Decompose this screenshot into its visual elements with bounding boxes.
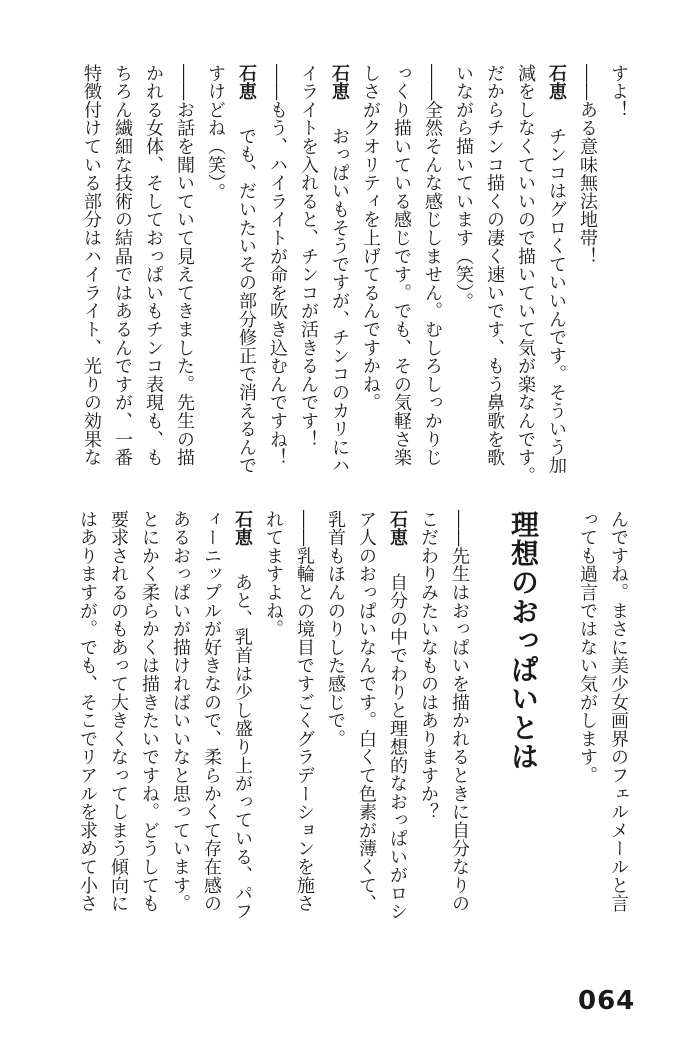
text-column	[289, 510, 320, 960]
column-text: あと、乳首は少し盛り上がっている、パフ	[232, 572, 253, 921]
column-text: ィーニップルが好きなので、柔らかくて存在感の	[201, 510, 222, 913]
column-text: しさがクオリティを上げてるんですかね。	[360, 64, 381, 412]
page-number: 064	[578, 986, 636, 1016]
text-column	[413, 510, 444, 960]
column-text: 乳首もほんのりした感じで。	[325, 510, 346, 748]
column-text: れてますよね。	[263, 510, 284, 639]
text-column	[448, 64, 479, 500]
text-column	[103, 510, 134, 960]
text-column	[200, 64, 231, 500]
text-block-top	[76, 64, 634, 500]
text-column	[541, 64, 572, 500]
text-column	[510, 64, 541, 500]
column-text: ――もう、ハイライトが命を吹き込むんですね！	[267, 64, 288, 467]
text-column	[355, 64, 386, 500]
text-column	[227, 510, 258, 960]
speaker-label: 石恵	[236, 64, 257, 101]
text-column	[262, 64, 293, 500]
column-text: ちろん繊細な技術の結晶ではあるんですが、一番	[112, 64, 133, 467]
column-text: だからチンコ描くの凄く速いです、もう鼻歌を歌	[484, 64, 505, 467]
column-text: はありますが。でも、そこでリアルを求めて小さ	[77, 510, 98, 913]
column-text: チンコはグロくていいんです。そういう加	[546, 126, 567, 475]
column-text: ――乳輪との境目ですごくグラデーションを施さ	[294, 510, 315, 913]
column-text: ア人のおっぱいなんです。白くて色素が薄くて、	[356, 510, 377, 913]
column-text: とにかく柔らかくは描きたいですね。どうしても	[139, 510, 160, 913]
column-text: こだわりみたいなものはありますか？	[418, 510, 439, 822]
speaker-label: 石恵	[329, 64, 350, 101]
text-column	[324, 64, 355, 500]
text-column	[479, 64, 510, 500]
column-text: ――全然そんな感じしません。むしろしっかりじ	[422, 64, 443, 467]
column-text: いながら描いています（笑）。	[453, 64, 474, 312]
text-column	[196, 510, 227, 960]
column-text: でも、だいたいその部分修正で消えるんで	[236, 126, 257, 475]
text-column	[165, 510, 196, 960]
column-text: ――先生はおっぱいを描かれるときに自分なりの	[449, 510, 470, 913]
column-text: すけどね（笑）。	[205, 64, 226, 202]
text-column	[258, 510, 289, 960]
text-column	[134, 510, 165, 960]
column-text: んですね。まさに美少女画界のフェルメールと言	[608, 510, 629, 913]
text-column	[572, 510, 603, 960]
column-text: 特徴付けている部分はハイライト、光りの効果な	[81, 64, 102, 467]
text-column	[444, 510, 475, 960]
text-block-bottom	[72, 510, 634, 960]
column-text: 要求されるのもあって大きくなってしまう傾向に	[108, 510, 129, 913]
text-column	[169, 64, 200, 500]
text-column	[417, 64, 448, 500]
text-column	[107, 64, 138, 500]
column-text: おっぱいもそうですが、チンコのカリにハ	[329, 126, 350, 475]
text-column	[231, 64, 262, 500]
speaker-label: 石恵	[232, 510, 253, 547]
speaker-label: 石恵	[546, 64, 567, 101]
column-text: イライトを入れると、チンコが活きるんです！	[298, 64, 319, 449]
text-column	[138, 64, 169, 500]
text-column	[572, 64, 603, 500]
section-heading: 理想のおっぱいとは	[507, 510, 540, 771]
column-text: っても過言ではない気がします。	[577, 510, 598, 785]
text-column	[72, 510, 103, 960]
text-column	[382, 510, 413, 960]
text-column	[293, 64, 324, 500]
column-text: ――ある意味無法地帯！	[577, 64, 598, 266]
column-text: ――お話を聞いていて見えてきました。先生の描	[174, 64, 195, 467]
text-column	[603, 510, 634, 960]
text-column	[320, 510, 351, 960]
column-text: っくり描いている感じです。でも、その気軽さ楽	[391, 64, 412, 467]
column-text: 減をしなくていいので描いていて気が楽なんです。	[515, 64, 536, 485]
column-text: 自分の中でわりと理想的なおっぱいがロシ	[387, 572, 408, 921]
column-text: すよ！	[608, 64, 629, 119]
column-text: かれる女体、そしておっぱいもチンコ表現も、も	[143, 64, 164, 467]
column-text: あるおっぱいが描ければいいなと思っています。	[170, 510, 191, 913]
text-column	[603, 64, 634, 500]
text-column	[351, 510, 382, 960]
speaker-label: 石恵	[387, 510, 408, 547]
text-column	[386, 64, 417, 500]
text-column	[76, 64, 107, 500]
